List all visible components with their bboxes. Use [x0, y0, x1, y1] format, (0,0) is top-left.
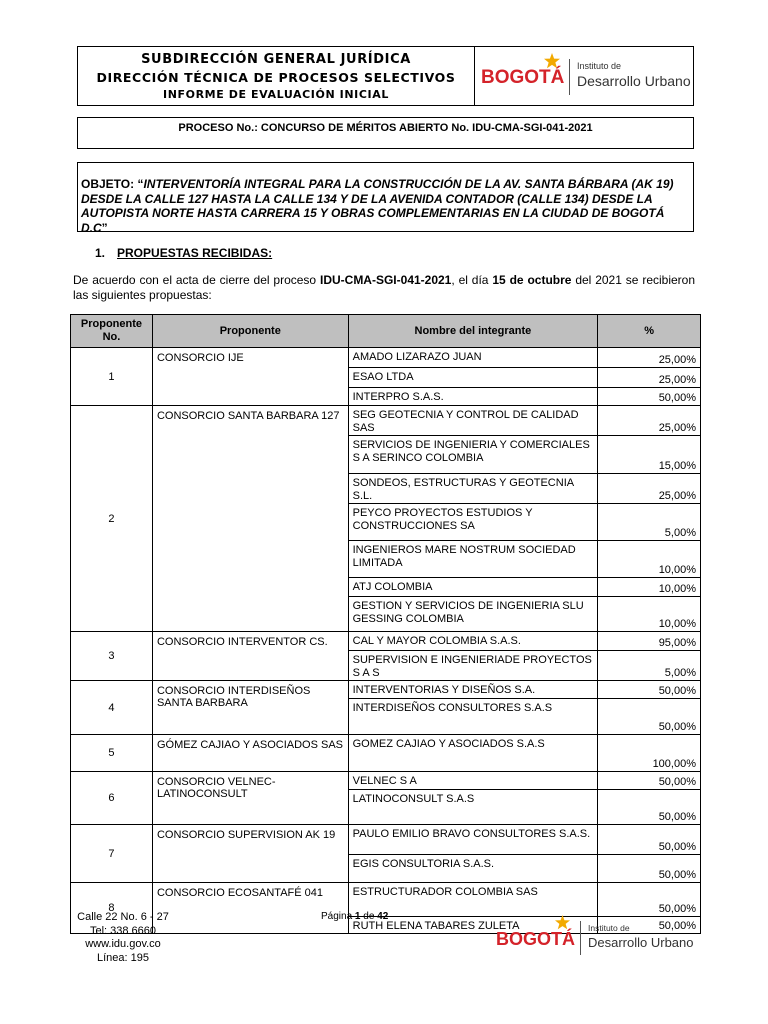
process-box: [77, 117, 694, 149]
member-percent: 50,00%: [598, 699, 701, 735]
member-name: GESTION Y SERVICIOS DE INGENIERIA SLU GESSING COLOMBIA: [348, 597, 598, 632]
page-total: 42: [377, 911, 389, 922]
header-title-3: INFORME DE EVALUACIÓN INICIAL: [163, 88, 389, 101]
section-number: 1.: [95, 246, 106, 260]
proponente-name: CONSORCIO INTERVENTOR CS.: [152, 632, 348, 681]
proponente-name: CONSORCIO INTERDISEÑOS SANTA BARBARA: [152, 681, 348, 735]
member-name: GOMEZ CAJIAO Y ASOCIADOS S.A.S: [348, 735, 598, 772]
member-percent: 50,00%: [598, 825, 701, 855]
member-name: RUTH ELENA TABARES ZULETA: [348, 917, 598, 934]
footer-logo-separator: [580, 921, 581, 955]
member-name: SUPERVISION E INGENIERIADE PROYECTOS S A S: [348, 651, 598, 681]
member-name: INTERVENTORIAS Y DISEÑOS S.A.: [348, 681, 598, 699]
member-name: INTERPRO S.A.S.: [348, 388, 598, 406]
member-name: PAULO EMILIO BRAVO CONSULTORES S.A.S.: [348, 825, 598, 855]
proponente-name: CONSORCIO VELNEC-LATINOCONSULT: [152, 772, 348, 825]
member-percent: 50,00%: [598, 883, 701, 917]
member-name: CAL Y MAYOR COLOMBIA S.A.S.: [348, 632, 598, 651]
footer-line: Línea: 195: [97, 951, 149, 964]
header-percent: %: [598, 315, 701, 348]
proponente-number: 6: [71, 772, 153, 825]
object-close: ”: [101, 220, 108, 235]
table-row: [71, 772, 701, 790]
proponente-number: 4: [71, 681, 153, 735]
footer-tel: Tel: 338 6660: [89, 924, 157, 937]
logo-institute: Instituto de: [577, 61, 622, 71]
process-number: PROCESO No.: CONCURSO DE MÉRITOS ABIERTO No. IDU-CMA-SGI-041-2021: [178, 122, 593, 134]
proponente-name: CONSORCIO ECOSANTAFÉ 041: [152, 883, 348, 934]
member-name: VELNEC S A: [348, 772, 598, 790]
member-percent: 100,00%: [598, 735, 701, 772]
proponente-number: 7: [71, 825, 153, 883]
header-title-2: DIRECCIÓN TÉCNICA DE PROCESOS SELECTIVOS: [96, 70, 456, 85]
proponente-number: 8: [71, 883, 153, 934]
logo-brand: BOGOTÁ: [481, 67, 565, 88]
page-of: de: [360, 911, 378, 922]
logo-separator: [569, 59, 570, 95]
member-percent: 5,00%: [598, 651, 701, 681]
footer-web[interactable]: www.idu.gov.co: [85, 938, 161, 950]
member-percent: 50,00%: [598, 855, 701, 883]
member-percent: 25,00%: [598, 368, 701, 388]
member-percent: 5,00%: [598, 504, 701, 541]
document-header: [77, 46, 694, 106]
member-percent: 50,00%: [598, 790, 701, 825]
table-row: [71, 406, 701, 436]
proponente-number: 3: [71, 632, 153, 681]
object-box: [77, 162, 694, 235]
page-number: [321, 911, 388, 922]
member-percent: 50,00%: [598, 917, 701, 934]
footer-logo-name: Desarrollo Urbano: [588, 935, 694, 950]
header-title-1: SUBDIRECCIÓN GENERAL JURÍDICA: [141, 52, 411, 67]
intro-date: 15 de octubre: [492, 273, 572, 287]
intro-text-1: De acuerdo con el acta de cierre del proceso: [73, 273, 320, 287]
proponente-name: CONSORCIO SANTA BARBARA 127: [152, 406, 348, 632]
member-percent: 25,00%: [598, 348, 701, 368]
footer-logo-institute: Instituto de: [588, 923, 630, 933]
member-percent: 50,00%: [598, 681, 701, 699]
header-integrante: Nombre del integrante: [348, 315, 598, 348]
table-row: [71, 632, 701, 651]
footer-address: Calle 22 No. 6 - 27: [77, 911, 169, 923]
member-name: AMADO LIZARAZO JUAN: [348, 348, 598, 368]
member-name: INTERDISEÑOS CONSULTORES S.A.S: [348, 699, 598, 735]
page-label: Página: [321, 911, 355, 922]
footer-logo-brand: BOGOTÁ: [496, 929, 575, 949]
member-name: EGIS CONSULTORIA S.A.S.: [348, 855, 598, 883]
member-percent: 15,00%: [598, 436, 701, 474]
table-row: [71, 681, 701, 699]
table-body: [71, 348, 701, 934]
member-percent: 25,00%: [598, 406, 701, 436]
page-current: 1: [354, 911, 361, 922]
proponente-name: GÓMEZ CAJIAO Y ASOCIADOS SAS: [152, 735, 348, 772]
member-name: LATINOCONSULT S.A.S: [348, 790, 598, 825]
member-name: SONDEOS, ESTRUCTURAS Y GEOTECNIA S.L.: [348, 474, 598, 504]
member-percent: 50,00%: [598, 388, 701, 406]
header-proponente-no: Proponente No.: [71, 315, 153, 348]
footer-address-block: [70, 911, 176, 965]
table-row: [71, 825, 701, 855]
section-heading: [95, 246, 272, 260]
intro-process-code: IDU-CMA-SGI-041-2021: [319, 273, 452, 287]
member-name: SEG GEOTECNIA Y CONTROL DE CALIDAD SAS: [348, 406, 598, 436]
object-label: OBJETO: “: [81, 177, 144, 191]
section-title: PROPUESTAS RECIBIDAS:: [117, 246, 273, 260]
logo-name: Desarrollo Urbano: [577, 73, 691, 89]
proposals-table: [70, 314, 701, 934]
member-percent: 10,00%: [598, 541, 701, 578]
idu-logo: [481, 55, 691, 99]
member-name: ATJ COLOMBIA: [348, 578, 598, 597]
member-percent: 25,00%: [598, 474, 701, 504]
object-text: INTERVENTORÍA INTEGRAL PARA LA CONSTRUCCIÓN DE LA AV. SANTA BÁRBARA (AK 19) DESDE LA CALLE 127 HASTA LA CALLE 134 Y DE LA AVENIDA CONTADOR (CALLE 134) DESDE LA AUTOPISTA NORTE HASTA CARRERA 15 Y OBRAS COMPLEMENTARIAS EN LA CIUDAD DE BOGOTÁ D.C: [81, 177, 674, 235]
intro-paragraph: [73, 273, 695, 303]
member-name: INGENIEROS MARE NOSTRUM SOCIEDAD LIMITADA: [348, 541, 598, 578]
proponente-number: 5: [71, 735, 153, 772]
member-percent: 10,00%: [598, 597, 701, 632]
member-percent: 10,00%: [598, 578, 701, 597]
proponente-name: CONSORCIO IJE: [152, 348, 348, 406]
star-icon: [555, 915, 570, 930]
table-row: [71, 735, 701, 772]
member-percent: 50,00%: [598, 772, 701, 790]
header-titles: [78, 47, 475, 105]
proponente-number: 1: [71, 348, 153, 406]
intro-text-3: del 2021 se recibieron las siguientes propuestas:: [73, 273, 696, 302]
intro-text-2: , el día: [451, 273, 493, 287]
member-name: PEYCO PROYECTOS ESTUDIOS Y CONSTRUCCIONES SA: [348, 504, 598, 541]
table-header-row: [71, 315, 701, 348]
proponente-name: CONSORCIO SUPERVISION AK 19: [152, 825, 348, 883]
member-name: ESAO LTDA: [348, 368, 598, 388]
table-row: [71, 348, 701, 368]
member-name: SERVICIOS DE INGENIERIA Y COMERCIALES S A SERINCO COLOMBIA: [348, 436, 598, 474]
header-proponente: Proponente: [152, 315, 348, 348]
member-name: ESTRUCTURADOR COLOMBIA SAS: [348, 883, 598, 917]
footer-idu-logo: [496, 917, 706, 957]
proponente-number: 2: [71, 406, 153, 632]
member-percent: 95,00%: [598, 632, 701, 651]
